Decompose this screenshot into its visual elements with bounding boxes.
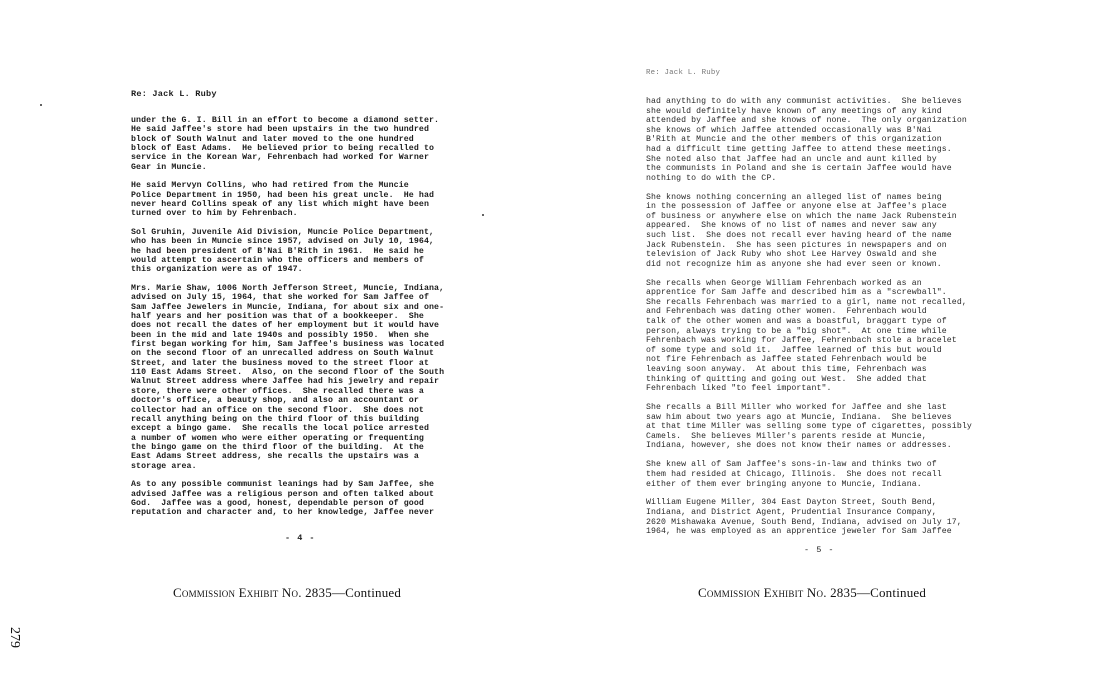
- paragraph: He said Mervyn Collins, who had retired from the Muncie Police Department in 1950, had been his great uncle. He had never heard Collins speak of any list which might have been turned over to him by Fehrenbach.: [131, 181, 435, 219]
- page-number: - 5 -: [804, 545, 835, 555]
- page-number: - 4 -: [285, 533, 316, 543]
- caption-suffix: 2835—Continued: [830, 585, 927, 600]
- caption-prefix: Commission Exhibit No.: [173, 585, 302, 600]
- subject-line: Re: Jack L. Ruby: [131, 89, 217, 99]
- caption-suffix: 2835—Continued: [305, 585, 402, 600]
- paragraph: had anything to do with any communist activities. She believes she would definitely have known of any meetings of any kind attended by Jaffee and she knows of none. The only organization she knows of which Jaffee attended occasionally was B'Nai B'Rith at Muncie and the other members of this organization had a difficult time getting Jaffee to attend these meetings. She noted also that Jaffee had an uncle and aunt killed by the communists in Poland and she is certain Jaffee would have nothing to do with the CP.: [646, 97, 967, 183]
- body-text: [131, 116, 486, 527]
- volume-page-number: 279: [7, 627, 22, 648]
- subject-line: Re: Jack L. Ruby: [646, 69, 721, 77]
- paragraph: She recalls a Bill Miller who worked for Jaffee and she last saw him about two years ago at Muncie, Indiana. She believes at that time Miller was selling some type of cigarettes, possibly Camels. She believes Miller's parents reside at Muncie, Indiana, however, she does not know their names or addresses.: [646, 403, 972, 451]
- paragraph: Mrs. Marie Shaw, 1006 North Jefferson Street, Muncie, Indiana, advised on July 15, 1964, that she worked for Sam Jaffee of Sam Jaffee Jewelers in Muncie, Indiana, for about six and one- half years and her position was that of a bookkeeper. She does not recall the dates of her employment but it would have been in the mid and late 1940s and possibly 1950. When she first began working for him, Sam Jaffee's business was located on the second floor of an unrecalled address on South Walnut Street, and later the business moved to the street floor at 110 East Adams Street. Also, on the second floor of the South Walnut Street address where Jaffee had his jewelry and repair store, there were other offices. She recalled there was a doctor's office, a beauty shop, and also an accountant or collector had an office on the second floor. She does not recall anything being on the third floor of this building except a bingo game. She recalls the local police arrested a number of women who were either operating or frequenting the bingo game on the third floor of the building. At the East Adams Street address, she recalls the upstairs was a storage area.: [131, 284, 445, 471]
- paragraph: under the G. I. Bill in an effort to become a diamond setter. He said Jaffee's store had been upstairs in the two hundred block of South Walnut and later moved to the one hundred block of East Adams. He believed prior to being recalled to service in the Korean War, Fehrenbach had worked for Warner Gear in Muncie.: [131, 116, 440, 172]
- paragraph: As to any possible communist leanings had by Sam Jaffee, she advised Jaffee was a religious person and often talked about God. Jaffee was a good, honest, dependable person of good reputation and character and, to her knowledge, Jaffee never: [131, 480, 435, 518]
- exhibit-caption: [698, 585, 926, 601]
- paragraph: She recalls when George William Fehrenbach worked as an apprentice for Sam Jaffe and described him as a "screwball". She recalls Fehrenbach was married to a girl, name not recalled, and Fehrenbach was dating other women. Fehrenbach would talk of the other women and was a boastful, braggart type of person, always trying to be a "big shot". At one time while Fehrenbach was working for Jaffee, Fehrenbach stole a bracelet of some type and sold it. Jaffee learned of this but would not fire Fehrenbach as Jaffee stated Fehrenbach would be leaving soon anyway. At about this time, Fehrenbach was thinking of quitting and going out West. She added that Fehrenbach liked "to feel important".: [646, 278, 967, 394]
- exhibit-caption: [173, 585, 401, 601]
- paragraph: She knew all of Sam Jaffee's sons-in-law and thinks two of them had resided at Chicago, Illinois. She does not recall either of them ever bringing anyone to Muncie, Indiana.: [646, 460, 942, 489]
- right-document-page: [547, 0, 1094, 691]
- scan-speck: [40, 104, 42, 106]
- caption-prefix: Commission Exhibit No.: [698, 585, 827, 600]
- paragraph: She knows nothing concerning an alleged list of names being in the possession of Jaffee or anyone else at Jaffee's place of business or anywhere else on which the name Jack Rubenstein appeared. She knows of no list of names and never saw any such list. She does not recall ever having heard of the name Jack Rubenstein. She has seen pictures in newspapers and on television of Jack Ruby who shot Lee Harvey Oswald and she did not recognize him as anyone she had ever seen or known.: [646, 192, 957, 269]
- scan-speck: [482, 214, 484, 216]
- paragraph: Sol Gruhin, Juvenile Aid Division, Muncie Police Department, who has been in Muncie since 1957, advised on July 10, 1964, he had been president of B'Nai B'Rith in 1961. He said he would attempt to ascertain who the officers and members of this organization were as of 1947.: [131, 228, 435, 275]
- paragraph: William Eugene Miller, 304 East Dayton Street, South Bend, Indiana, and District Agent, Prudential Insurance Company, 2620 Mishawaka Avenue, South Bend, Indiana, advised on July 17, 1964, he was employed as an apprentice jeweler for Sam Jaffee: [646, 498, 962, 537]
- body-text: [646, 97, 1016, 546]
